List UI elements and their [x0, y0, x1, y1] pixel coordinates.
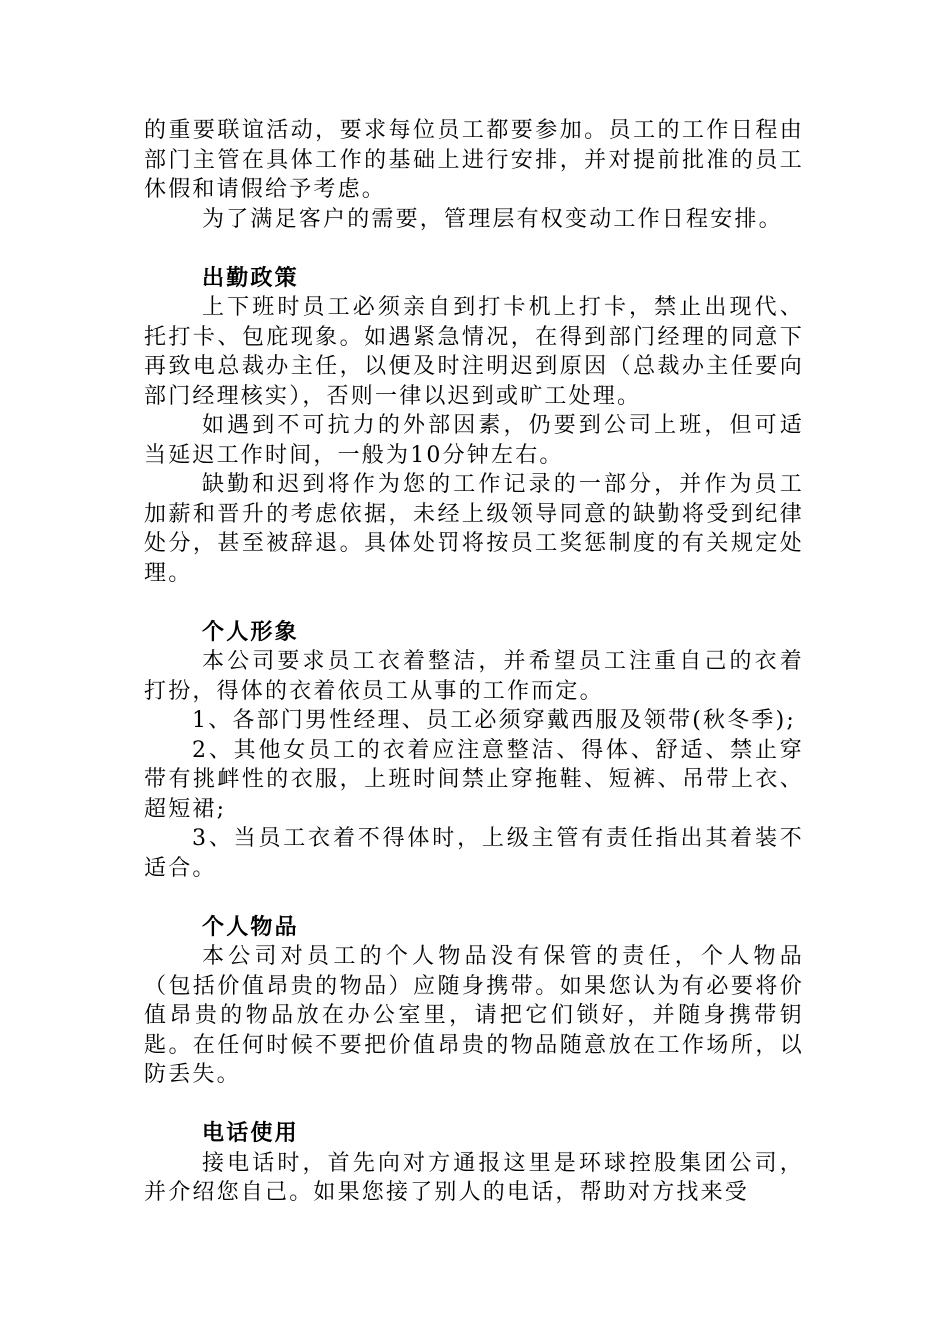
section-heading-attendance: 出勤政策 [202, 264, 299, 291]
image-list-item-3: 3、当员工衣着不得体时，上级主管有责任指出其着装不适合。 [144, 826, 804, 881]
image-list-item-1: 1、各部门男性经理、员工必须穿戴西服及领带(秋冬季); [192, 708, 796, 733]
image-list-item-2: 2、其他女员工的衣着应注意整洁、得体、舒适、禁止穿带有挑衅性的衣服，上班时间禁止穿拖鞋、短裤、吊带上衣、超短裙; [144, 737, 804, 822]
phone-paragraph-1: 接电话时，首先向对方通报这里是环球控股集团公司，并介绍您自己。如果您接了别人的电话，帮助对方找来受 [144, 1150, 804, 1205]
section-heading-personal-image: 个人形象 [202, 618, 299, 645]
attendance-paragraph-3: 缺勤和迟到将作为您的工作记录的一部分，并作为员工加薪和晋升的考虑依据，未经上级领导同意的缺勤将受到纪律处分，甚至被辞退。具体处罚将按员工奖惩制度的有关规定处理。 [144, 472, 804, 586]
belongings-paragraph-1: 本公司对员工的个人物品没有保管的责任，个人物品（包括价值昂贵的物品）应随身携带。如果您认为有必要将价值昂贵的物品放在办公室里，请把它们锁好，并随身携带钥匙。在任何时候不要把价值昂贵的物品随意放在工作场所，以防丢失。 [144, 944, 804, 1087]
document-page [144, 116, 804, 1208]
section-heading-belongings: 个人物品 [202, 913, 299, 940]
attendance-paragraph-2: 如遇到不可抗力的外部因素，仍要到公司上班，但可适当延迟工作时间，一般为10分钟左右。 [144, 413, 804, 468]
attendance-paragraph-1: 上下班时员工必须亲自到打卡机上打卡，禁止出现代、托打卡、包庇现象。如遇紧急情况，在得到部门经理的同意下再致电总裁办主任，以便及时注明迟到原因（总裁办主任要向部门经理核实），否则一律以迟到或旷工处理。 [144, 295, 804, 409]
intro-paragraph-2: 为了满足客户的需要，管理层有权变动工作日程安排。 [202, 206, 783, 232]
image-paragraph-1: 本公司要求员工衣着整洁，并希望员工注重自己的衣着打扮，得体的衣着依员工从事的工作而定。 [144, 649, 804, 704]
section-heading-phone: 电话使用 [202, 1120, 299, 1146]
intro-paragraph-1: 的重要联谊活动，要求每位员工都要参加。员工的工作日程由部门主管在具体工作的基础上进行安排，并对提前批准的员工休假和请假给予考虑。 [144, 118, 804, 202]
